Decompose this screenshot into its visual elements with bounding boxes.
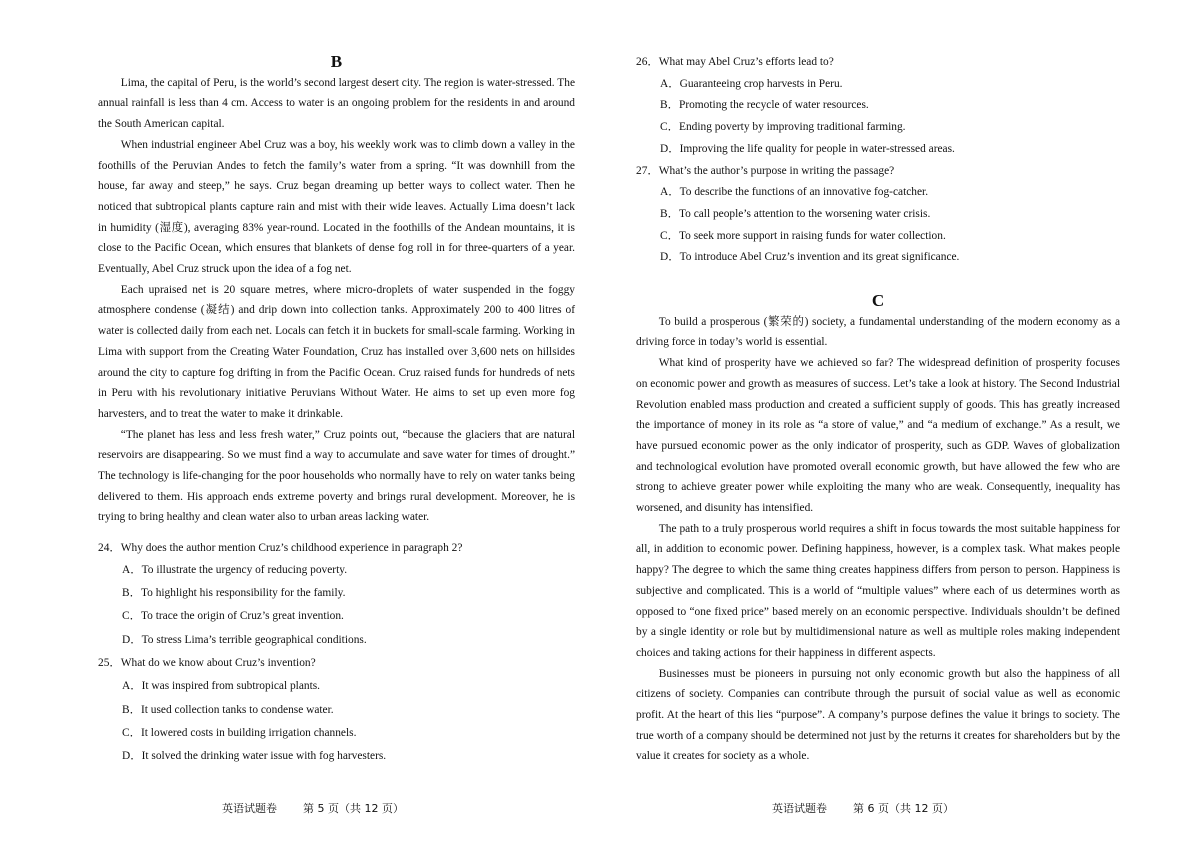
- question-24-stem: 24．Why does the author mention Cruz’s childhood experience in paragraph 2?: [98, 542, 463, 555]
- passage-b-paragraph: “The planet has less and less fresh water,” Cruz points out, “because the glaciers that are natural reservoirs are disappearing. So we must find a way to accumulate and save water for times of drought.” The technology is life-changing for the poor households who normally have to rely on water tanks being delivered to them. His approach ends extreme poverty and brings rural development. Moreover, he is trying to bring healthy and clean water also to urban areas lacking water.: [98, 428, 575, 524]
- question-25-option-c: C．It lowered costs in building irrigation channels.: [122, 726, 357, 739]
- passage-c-paragraph: The path to a truly prosperous world requires a shift in focus towards the most suitable happiness for all, in addition to economic power. Defining happiness, however, is a complex task. What makes people happy? The degree to which the same thing creates happiness differs from person to person. Happiness is subjective and complicated. This is a world of “multiple values” where each of us determines worth as opposed to “one fixed price” based merely on an economic perspective. Individuals shouldn’t be defined by a single identity or role but by multidimensional nature as well as multiple roles making independent choices and taking actions for their happiness in different aspects.: [636, 522, 1120, 659]
- question-26-option-d: D．Improving the life quality for people in water-stressed areas.: [660, 142, 955, 155]
- passage-b-paragraph: Each upraised net is 20 square metres, where micro-droplets of water suspended in the foggy atmosphere condense (凝结) and drip down into collection tanks. Approximately 200 to 400 litres of water is collected daily from each net. Locals can fetch it in buckets for small-scale farming. Working in Lima with support from the Creating Water Foundation, Cruz has installed over 3,600 nets on hillsides around the city to capture fog drifting in from the Pacific Ocean. Cruz raised funds for hundreds of nets in Peru with his revolutionary initiative Peruvians Without Water. He aims to set up even more fog harvesters, and to treat the water to make it drinkable.: [98, 283, 575, 420]
- section-b-title: B: [330, 52, 343, 71]
- passage-b-paragraph: Lima, the capital of Peru, is the world’s second largest desert city. The region is water-stressed. The annual rainfall is less than 4 cm. Access to water is an ongoing problem for the residents in and around the South American capital.: [98, 76, 575, 131]
- footer-page-number: 第 5 页（共 12 页）: [303, 802, 404, 815]
- right-column: [636, 52, 1120, 767]
- left-page-footer: [222, 800, 430, 816]
- footer-page-number: 第 6 页（共 12 页）: [853, 802, 954, 815]
- section-c-title: C: [871, 291, 885, 311]
- question-24-option-d: D．To stress Lima’s terrible geographical conditions.: [122, 633, 367, 646]
- question-26-option-c: C．Ending poverty by improving traditional farming.: [660, 121, 906, 134]
- question-24-option-b: B．To highlight his responsibility for the family.: [122, 587, 346, 600]
- question-25-option-b: B．It used collection tanks to condense water.: [122, 703, 334, 716]
- question-27-option-d: D．To introduce Abel Cruz’s invention and its great significance.: [660, 251, 960, 264]
- question-27-option-b: B．To call people’s attention to the worsening water crisis.: [660, 207, 931, 220]
- question-25-option-d: D．It solved the drinking water issue with fog harvesters.: [122, 750, 387, 763]
- question-26-option-b: B．Promoting the recycle of water resources.: [660, 99, 869, 112]
- passage-c-paragraph: Businesses must be pioneers in pursuing not only economic growth but also the happiness of all citizens of society. Companies can contribute through the pursuit of social value as well as economic profit. At the heart of this lies “purpose”. A company’s purpose defines the value it brings to society. The true worth of a company should be determined not just by the returns it creates for shareholders but by the value it creates for society as a whole.: [636, 667, 1120, 763]
- question-25-stem: 25．What do we know about Cruz’s invention?: [98, 657, 316, 670]
- passage-b-paragraph: When industrial engineer Abel Cruz was a boy, his weekly work was to climb down a valley in the foothills of the Peruvian Andes to fetch the family’s water from a spring. “It was downhill from the house, far away and steep,” he says. Cruz began dreaming up better ways to collect water. Then he noticed that subtropical plants capture rain and mist with their wide leaves. Actually Lima doesn’t lack in humidity (湿度), averaging 83% year-round. Located in the foothills of the Andean mountains, it is close to the Pacific Ocean, which ensures that blankets of dense fog roll in for three-quarters of a year. Eventually, Abel Cruz struck upon the idea of a fog net.: [98, 138, 575, 276]
- passage-c-paragraph: What kind of prosperity have we achieved so far? The widespread definition of prosperity focuses on economic power and growth as measures of success. Let’s take a look at history. The Second Industrial Revolution enabled mass production and created a sufficient supply of goods. This has greatly increased the importance of money in its role as “a store of value,” and “a medium of exchange.” As a result, we have pursued economic power as the only indicator of prosperity, such as GDP. Waves of globalization and technological evolution have promoted overall economic growth, but have allowed the few who are strong to achieve greater power while exploiting the many who are weak. Consequently, inequality has worsened, and disunity has intensified.: [636, 357, 1120, 515]
- question-24-option-a: A．To illustrate the urgency of reducing poverty.: [122, 563, 348, 576]
- passage-c-paragraph: To build a prosperous (繁荣的) society, a fundamental understanding of the modern economy as a driving force in today’s world is essential.: [636, 315, 1120, 349]
- question-27-stem: 27．What’s the author’s purpose in writing the passage?: [636, 164, 895, 177]
- question-24-option-c: C．To trace the origin of Cruz’s great invention.: [122, 610, 344, 623]
- footer-exam-title: 英语试题卷: [222, 802, 277, 815]
- right-page: [600, 0, 1200, 847]
- question-27-option-a: A．To describe the functions of an innovative fog-catcher.: [660, 186, 929, 199]
- question-27-option-c: C．To seek more support in raising funds for water collection.: [660, 229, 946, 242]
- question-25-option-a: A．It was inspired from subtropical plants.: [122, 680, 321, 693]
- question-26-stem: 26．What may Abel Cruz’s efforts lead to?: [636, 56, 834, 68]
- question-26-option-a: A．Guaranteeing crop harvests in Peru.: [660, 77, 843, 90]
- left-column: [98, 52, 575, 769]
- footer-exam-title: 英语试题卷: [772, 802, 827, 815]
- right-page-footer: [772, 800, 980, 816]
